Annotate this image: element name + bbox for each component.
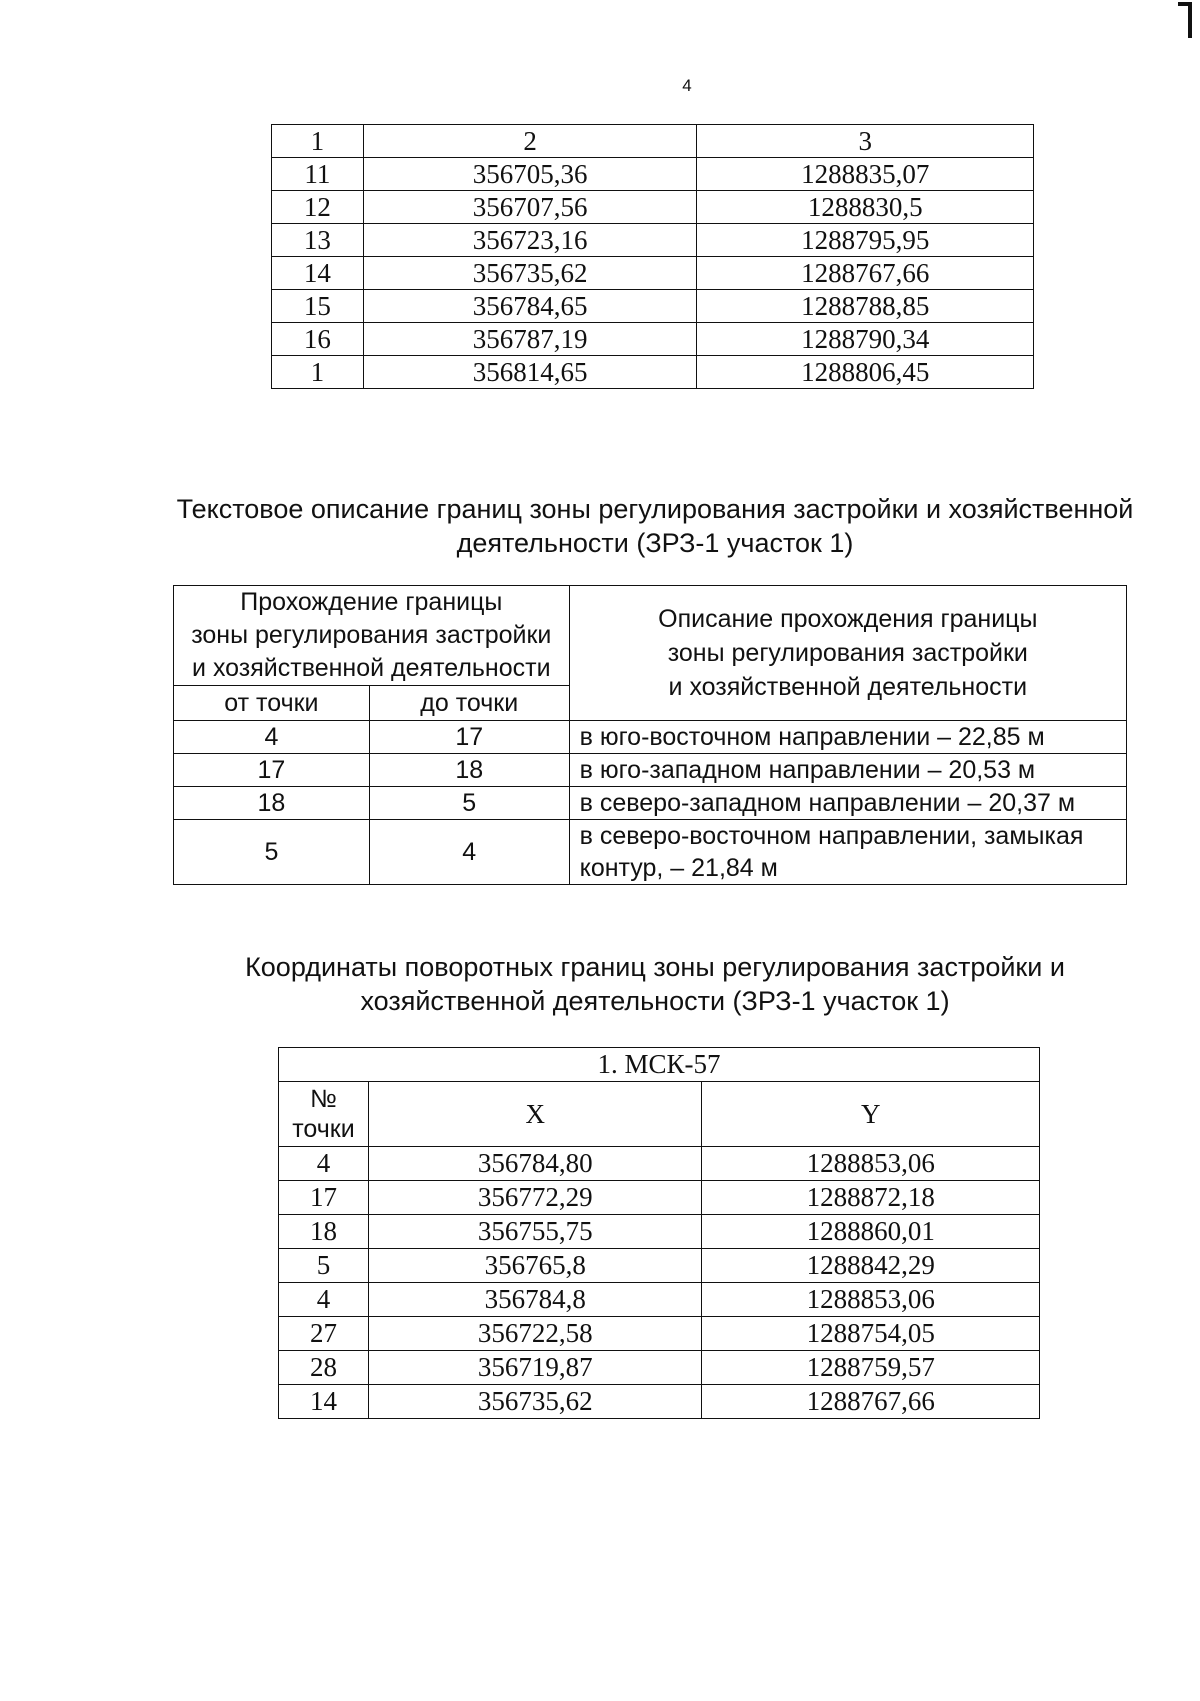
y-cell: 1288754,05 xyxy=(702,1317,1040,1351)
x-cell: 356722,58 xyxy=(368,1317,702,1351)
header-cell: 1 xyxy=(272,125,364,158)
from-point-cell: 5 xyxy=(174,820,370,885)
heading-line: Координаты поворотных границ зоны регулирования застройки и xyxy=(245,952,1065,982)
header-line: зоны регулирования застройки xyxy=(667,639,1028,667)
point-cell: 16 xyxy=(272,323,364,356)
point-cell: 18 xyxy=(279,1215,369,1249)
point-cell: 28 xyxy=(279,1351,369,1385)
y-cell: 1288759,57 xyxy=(702,1351,1040,1385)
point-cell: 17 xyxy=(279,1181,369,1215)
boundary-description-heading xyxy=(0,492,1200,560)
table-row xyxy=(272,356,1034,389)
point-cell: 12 xyxy=(272,191,364,224)
boundary-description-table xyxy=(173,585,1127,885)
from-point-cell: 4 xyxy=(174,721,370,754)
x-cell: 356719,87 xyxy=(368,1351,702,1385)
table-row xyxy=(279,1147,1040,1181)
table-header-row xyxy=(174,586,1127,686)
table-row xyxy=(272,257,1034,290)
x-cell: 356814,65 xyxy=(363,356,697,389)
description-header xyxy=(569,586,1126,721)
coordinate-system-title: 1. МСК-57 xyxy=(279,1048,1040,1082)
to-point-header: до точки xyxy=(369,686,569,721)
y-cell: 1288767,66 xyxy=(697,257,1034,290)
point-cell: 1 xyxy=(272,356,364,389)
heading-line: деятельности (ЗРЗ-1 участок 1) xyxy=(456,528,854,558)
point-cell: 4 xyxy=(279,1147,369,1181)
heading-line: Текстовое описание границ зоны регулирования застройки и хозяйственной xyxy=(176,494,1134,524)
table-row xyxy=(174,820,1127,885)
point-cell: 11 xyxy=(272,158,364,191)
table-row xyxy=(272,224,1034,257)
description-cell: в юго-западном направлении – 20,53 м xyxy=(569,754,1126,787)
y-cell: 1288806,45 xyxy=(697,356,1034,389)
table-row xyxy=(279,1283,1040,1317)
y-cell: 1288860,01 xyxy=(702,1215,1040,1249)
to-point-cell: 18 xyxy=(369,754,569,787)
table-header-row xyxy=(272,125,1034,158)
point-cell: 15 xyxy=(272,290,364,323)
x-cell: 356784,8 xyxy=(368,1283,702,1317)
scan-corner-mark xyxy=(1178,2,1192,38)
y-cell: 1288788,85 xyxy=(697,290,1034,323)
y-cell: 1288790,34 xyxy=(697,323,1034,356)
table-row xyxy=(174,787,1127,820)
table-row xyxy=(174,721,1127,754)
x-header: X xyxy=(368,1082,702,1147)
from-point-cell: 18 xyxy=(174,787,370,820)
table-title-row xyxy=(279,1048,1040,1082)
x-cell: 356705,36 xyxy=(363,158,697,191)
description-cell: в северо-западном направлении – 20,37 м xyxy=(569,787,1126,820)
x-cell: 356735,62 xyxy=(368,1385,702,1419)
table-row xyxy=(272,158,1034,191)
table-row xyxy=(272,290,1034,323)
from-point-header: от точки xyxy=(174,686,370,721)
page-number: 4 xyxy=(682,76,692,95)
table-row xyxy=(279,1249,1040,1283)
point-cell: 5 xyxy=(279,1249,369,1283)
x-cell: 356755,75 xyxy=(368,1215,702,1249)
x-cell: 356787,19 xyxy=(363,323,697,356)
coordinates-table xyxy=(278,1047,1040,1419)
point-number-header xyxy=(279,1082,369,1147)
to-point-cell: 17 xyxy=(369,721,569,754)
heading-line: хозяйственной деятельности (ЗРЗ-1 участок 1) xyxy=(360,986,950,1016)
table-row xyxy=(279,1317,1040,1351)
to-point-cell: 4 xyxy=(369,820,569,885)
header-line: точки xyxy=(292,1115,355,1143)
table-row xyxy=(272,323,1034,356)
description-cell xyxy=(569,820,1126,885)
x-cell: 356784,80 xyxy=(368,1147,702,1181)
table-row xyxy=(279,1181,1040,1215)
description-line: в северо-восточном направлении, замыкая xyxy=(579,822,1084,850)
table-header-row xyxy=(279,1082,1040,1147)
x-cell: 356723,16 xyxy=(363,224,697,257)
y-cell: 1288853,06 xyxy=(702,1283,1040,1317)
y-cell: 1288830,5 xyxy=(697,191,1034,224)
header-line: и хозяйственной деятельности xyxy=(192,654,551,682)
y-cell: 1288853,06 xyxy=(702,1147,1040,1181)
y-cell: 1288767,66 xyxy=(702,1385,1040,1419)
point-cell: 14 xyxy=(279,1385,369,1419)
y-header: Y xyxy=(702,1082,1040,1147)
header-line: Описание прохождения границы xyxy=(658,605,1038,633)
point-cell: 14 xyxy=(272,257,364,290)
table-row xyxy=(272,191,1034,224)
header-cell: 2 xyxy=(363,125,697,158)
x-cell: 356784,65 xyxy=(363,290,697,323)
table-row xyxy=(279,1351,1040,1385)
header-line: зоны регулирования застройки xyxy=(191,621,552,649)
x-cell: 356707,56 xyxy=(363,191,697,224)
point-cell: 27 xyxy=(279,1317,369,1351)
table-row xyxy=(279,1385,1040,1419)
coordinates-heading xyxy=(0,950,1200,1018)
description-cell: в юго-восточном направлении – 22,85 м xyxy=(569,721,1126,754)
description-line: контур, – 21,84 м xyxy=(579,854,778,882)
boundary-passage-header xyxy=(174,586,570,686)
table-row xyxy=(174,754,1127,787)
point-cell: 13 xyxy=(272,224,364,257)
header-line: Прохождение границы xyxy=(240,588,503,616)
from-point-cell: 17 xyxy=(174,754,370,787)
to-point-cell: 5 xyxy=(369,787,569,820)
x-cell: 356772,29 xyxy=(368,1181,702,1215)
x-cell: 356765,8 xyxy=(368,1249,702,1283)
point-cell: 4 xyxy=(279,1283,369,1317)
table-row xyxy=(279,1215,1040,1249)
coordinates-table-continued xyxy=(271,124,1034,389)
header-line: № xyxy=(310,1085,337,1113)
header-cell: 3 xyxy=(697,125,1034,158)
y-cell: 1288795,95 xyxy=(697,224,1034,257)
y-cell: 1288872,18 xyxy=(702,1181,1040,1215)
y-cell: 1288835,07 xyxy=(697,158,1034,191)
y-cell: 1288842,29 xyxy=(702,1249,1040,1283)
x-cell: 356735,62 xyxy=(363,257,697,290)
header-line: и хозяйственной деятельности xyxy=(668,673,1028,701)
